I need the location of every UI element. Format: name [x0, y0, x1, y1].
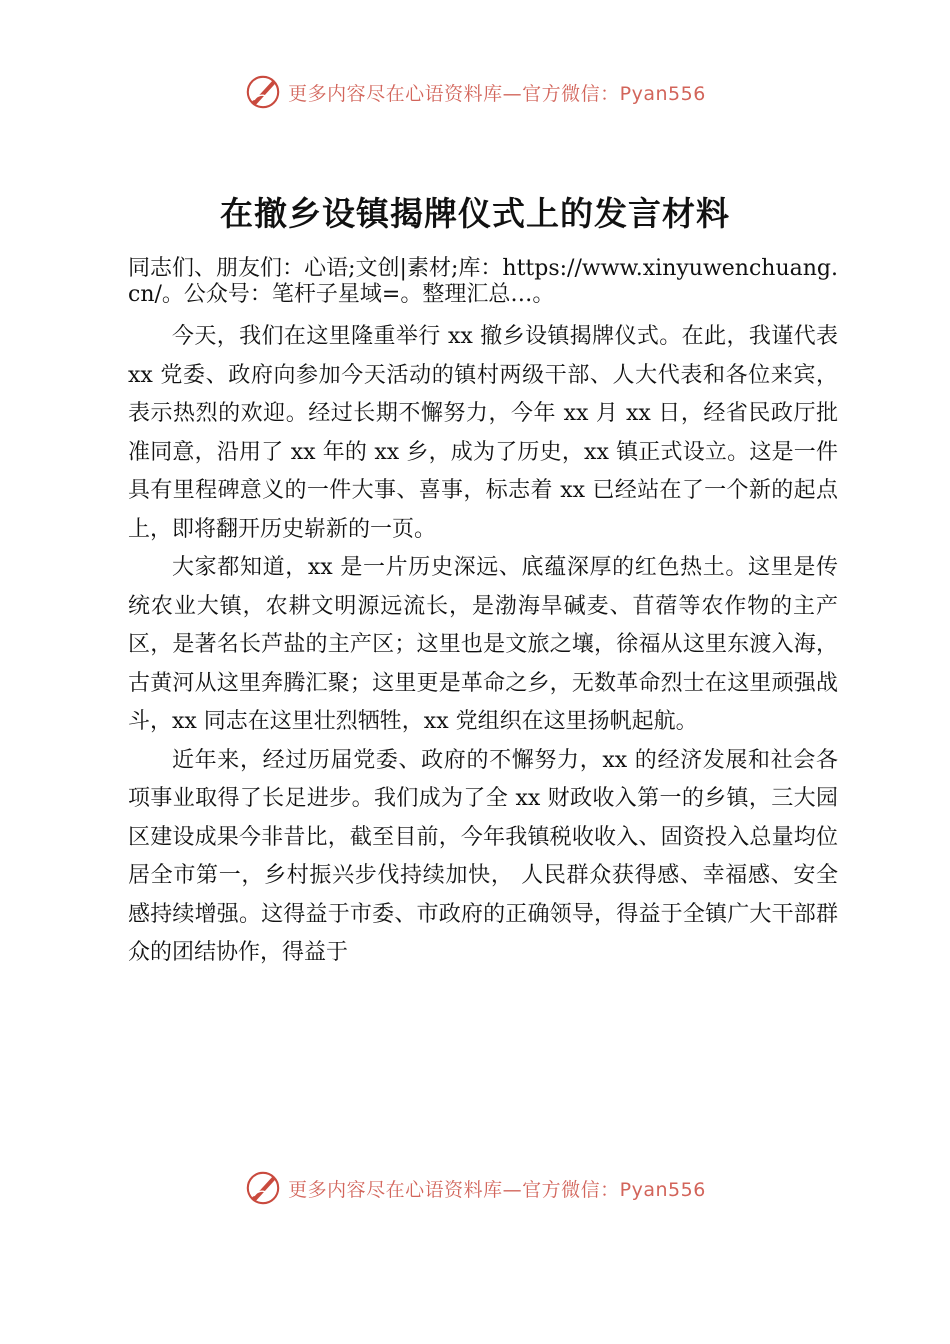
paragraph: 同志们、朋友们：心语;文创|素材;库：https://www.xinyuwenchuang.cn/。公众号：笔杆子星域=。整理汇总…。 — [128, 256, 838, 307]
watermark-text: 更多内容尽在心语资料库—官方微信：Pyan556 — [288, 82, 706, 105]
paragraph: 近年来，经过历届党委、政府的不懈努力，xx 的经济发展和社会各项事业取得了长足进步。我们成为了全 xx 财政收入第一的乡镇，三大园区建设成果今非昔比，截至目前，今年我镇税收收入、固资投入总量均位居全市第一，乡村振兴步伐持续加快， 人民群众获得感、幸福感、安全感持续增强。这得益于市委、市政府的正确领导，得益于全镇广大干部群众的团结协作，得益于 — [128, 747, 838, 965]
quill-logo-icon — [244, 1169, 282, 1207]
quill-logo-icon — [244, 73, 282, 111]
footer-watermark — [0, 1166, 950, 1210]
watermark-text: 更多内容尽在心语资料库—官方微信：Pyan556 — [288, 1178, 706, 1201]
header-watermark — [0, 70, 950, 114]
document-body — [128, 256, 838, 973]
paragraph: 大家都知道，xx 是一片历史深远、底蕴深厚的红色热土。这里是传统农业大镇，农耕文明源远流长，是渤海旱碱麦、苜蓿等农作物的主产区，是著名长芦盐的主产区；这里也是文旅之壤，徐福从这里东渡入海，古黄河从这里奔腾汇聚；这里更是革命之乡，无数革命烈士在这里顽强战斗，xx 同志在这里壮烈牺牲，xx 党组织在这里扬帆起航。 — [128, 555, 838, 734]
document-title: 在撤乡设镇揭牌仪式上的发言材料 — [220, 194, 730, 234]
paragraph: 今天，我们在这里隆重举行 xx 撤乡设镇揭牌仪式。在此，我谨代表 xx 党委、政府向参加今天活动的镇村两级干部、人大代表和各位来宾，表示热烈的欢迎。经过长期不懈努力，今年 xx 月 xx 日，经省民政厅批准同意，沿用了 xx 年的 xx 乡，成为了历史，xx 镇正式设立。这是一件具有里程碑意义的一件大事、喜事，标志着 xx 已经站在了一个新的起点上，即将翻开历史崭新的一页。 — [128, 324, 838, 542]
